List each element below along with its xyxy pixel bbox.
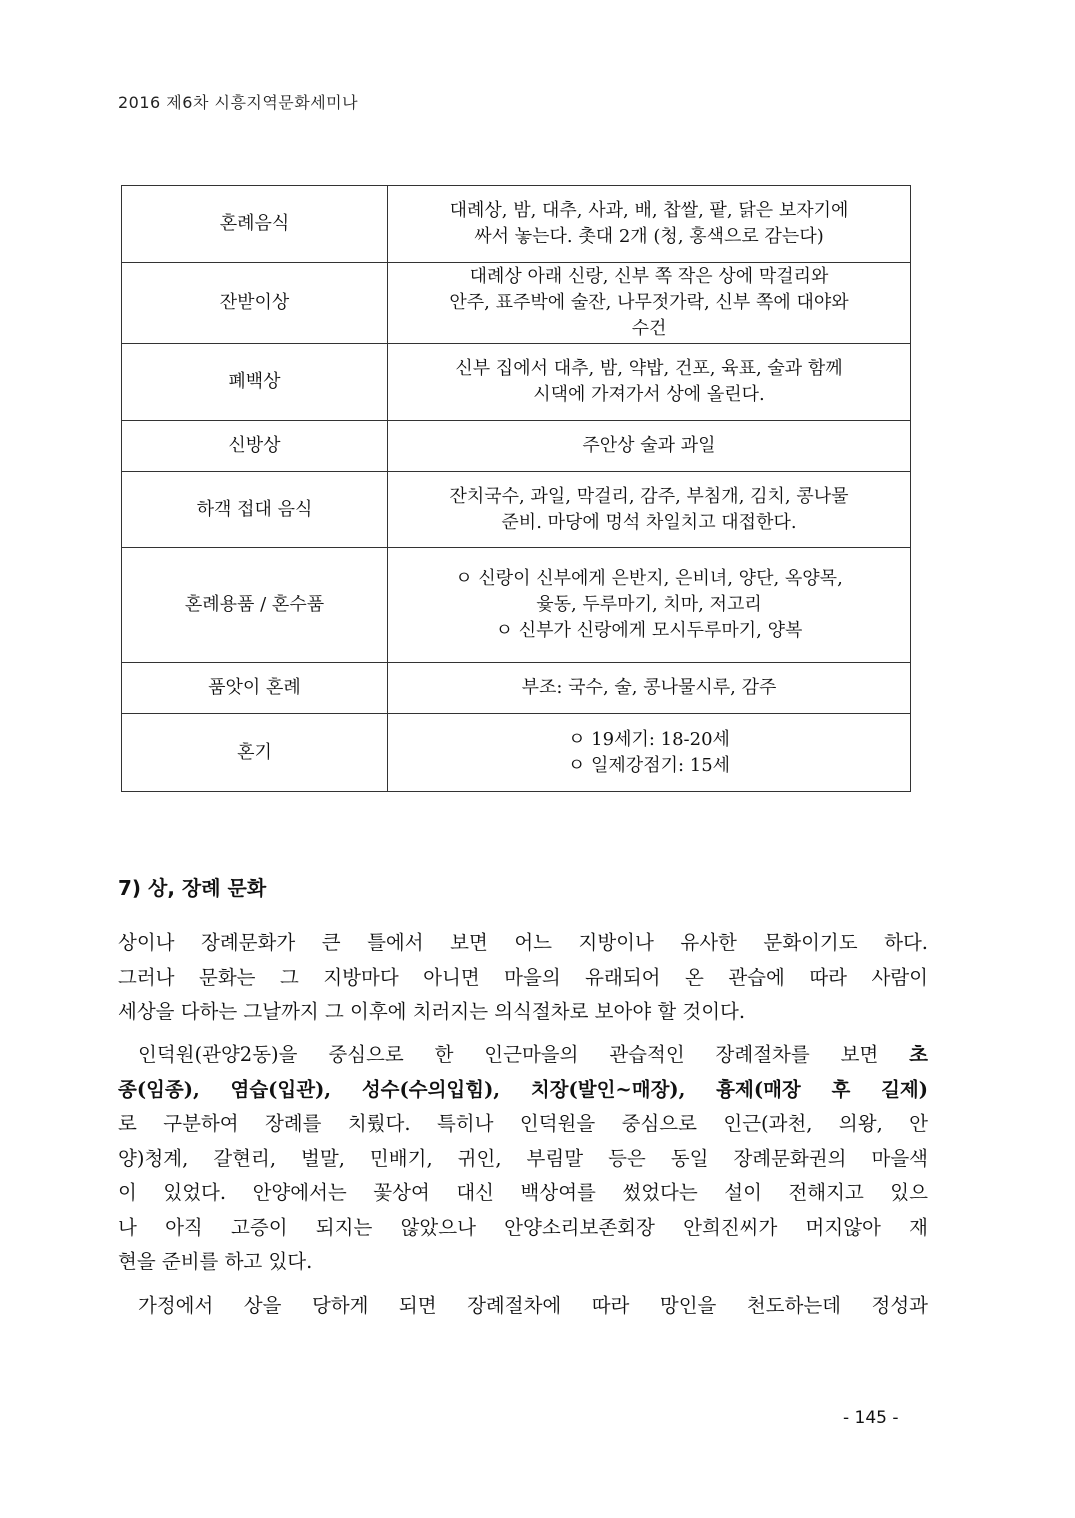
row-label: 혼례음식: [122, 186, 388, 263]
content-line: ㅇ 신랑이 신부에게 은반지, 은비녀, 양단, 옥양목,: [455, 568, 843, 589]
table-row: [122, 263, 911, 344]
bold-text-line: 종(임종), 염습(입관), 성수(수의입힘), 치장(발인~매장), 흉제(매장 후 길제): [118, 1077, 928, 1101]
table-row: [122, 344, 911, 421]
row-content: [388, 344, 911, 421]
text-line: 이 있었다. 안양에서는 꽃상여 대신 백상여를 썼었다는 설이 전해지고 있으: [118, 1181, 928, 1204]
row-label: 혼례용품 / 혼수품: [122, 548, 388, 663]
content-line: 싸서 놓는다. 촛대 2개 (청, 홍색으로 감는다): [474, 226, 824, 247]
content-line: 신부 집에서 대추, 밤, 약밥, 건포, 육표, 술과 함께: [455, 358, 843, 379]
bold-text: 초: [909, 1043, 928, 1066]
text-line: 양)청계, 갈현리, 벌말, 민배기, 귀인, 부림말 등은 동일 장례문화권의 마을색: [118, 1146, 928, 1170]
table-row: [122, 663, 911, 714]
paragraph-3: [118, 1289, 928, 1324]
text-line: 현을 준비를 하고 있다.: [118, 1250, 313, 1273]
text-line: 그러나 문화는 그 지방마다 아니면 마을의 유래되어 온 관습에 따라 사람이: [118, 965, 928, 989]
row-label: 잔받이상: [122, 263, 388, 344]
row-content: [388, 663, 911, 714]
row-content: [388, 186, 911, 263]
content-line: 윷동, 두루마기, 치마, 저고리: [536, 594, 762, 615]
row-content: [388, 714, 911, 792]
table-row: [122, 472, 911, 548]
page-number: - 145 -: [843, 1408, 899, 1428]
content-line: 수건: [631, 318, 667, 339]
paragraph-2: [118, 1038, 928, 1280]
row-content: [388, 263, 911, 344]
table-row: [122, 421, 911, 472]
text-run: 인덕원(관양2동)을 중심으로 한 인근마을의 관습적인 장례절차를 보면: [138, 1043, 910, 1066]
wedding-customs-table: [121, 185, 911, 792]
content-line: 대례상, 밤, 대추, 사과, 배, 찹쌀, 팥, 닭은 보자기에: [449, 200, 849, 221]
content-line: 주안상 술과 과일: [582, 435, 716, 456]
row-content: [388, 421, 911, 472]
row-content: [388, 472, 911, 548]
row-content: [388, 548, 911, 663]
content-line: 안주, 표주박에 술잔, 나무젓가락, 신부 쪽에 대야와: [449, 292, 849, 313]
text-line: [118, 1038, 928, 1073]
section-heading: 7) 상, 장례 문화: [118, 876, 267, 900]
row-label: 혼기: [122, 714, 388, 792]
text-line: 로 구분하여 장례를 치뤘다. 특히나 인덕원을 중심으로 인근(과천, 의왕, 안: [118, 1112, 928, 1135]
content-line: ㅇ 신부가 신랑에게 모시두루마기, 양복: [495, 620, 803, 641]
content-line: 잔치국수, 과일, 막걸리, 감주, 부침개, 김치, 콩나물: [449, 485, 849, 507]
text-line: 세상을 다하는 그날까지 그 이후에 치러지는 의식절차로 보아야 할 것이다.: [118, 1000, 746, 1023]
text-line: 상이나 장례문화가 큰 틀에서 보면 어느 지방이나 유사한 문화이기도 하다.: [118, 931, 928, 954]
content-line: 준비. 마당에 멍석 차일치고 대접한다.: [501, 511, 797, 533]
content-line: ㅇ 일제강점기: 15세: [567, 754, 731, 776]
row-label: 품앗이 혼례: [122, 663, 388, 714]
content-line: ㅇ 19세기: 18-20세: [568, 728, 730, 750]
row-label: 하객 접대 음식: [122, 472, 388, 548]
paragraph-1: [118, 926, 928, 1030]
text-line: 나 아직 고증이 되지는 않았으나 안양소리보존회장 안희진씨가 머지않아 재: [118, 1215, 928, 1239]
table-row: [122, 714, 911, 792]
text-line: 가정에서 상을 당하게 되면 장례절차에 따라 망인을 천도하는데 정성과: [138, 1294, 928, 1317]
content-line: 부조: 국수, 술, 콩나물시루, 감주: [521, 677, 777, 698]
content-line: 대례상 아래 신랑, 신부 쪽 작은 상에 막걸리와: [469, 266, 829, 287]
content-line: 시댁에 가져가서 상에 올린다.: [533, 384, 765, 405]
table-row: [122, 548, 911, 663]
row-label: 신방상: [122, 421, 388, 472]
row-label: 폐백상: [122, 344, 388, 421]
running-header: 2016 제6차 시흥지역문화세미나: [118, 93, 359, 112]
table-row: [122, 186, 911, 263]
